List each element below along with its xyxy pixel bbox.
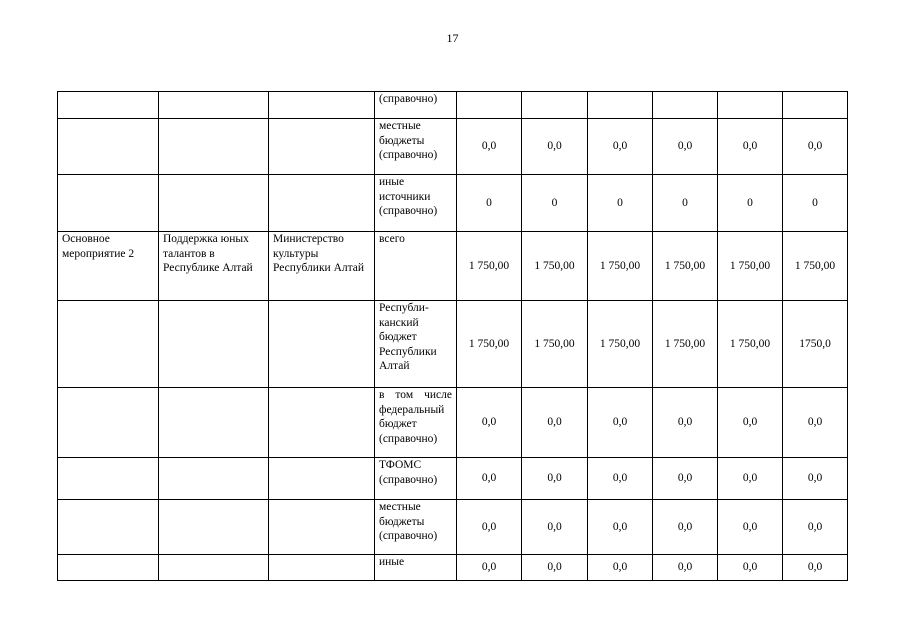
value-cell-year-5 [718,92,783,119]
title-cell [159,92,269,119]
value-cell-year-4: 1 750,00 [653,232,718,301]
value-cell-year-5: 0,0 [718,458,783,500]
value-cell-year-5: 1 750,00 [718,301,783,388]
activity-cell [58,388,159,458]
activity-cell [58,92,159,119]
page-number: 17 [446,31,459,45]
budget-table [57,91,848,581]
funding-source-cell [375,458,457,500]
table-row [58,388,848,458]
value-cell-year-2: 0,0 [522,458,588,500]
funding-source-line: иные [379,176,405,188]
funding-source-line: (справочно) [379,530,438,542]
title-cell [159,388,269,458]
funding-source-cell [375,119,457,175]
executor-cell [269,175,375,232]
table-row [58,232,848,301]
value-cell-year-4: 0,0 [653,388,718,458]
activity-cell [58,458,159,500]
funding-source-line: всего [379,233,405,245]
funding-source-line: бюджеты [379,515,425,528]
value-cell-year-1: 0,0 [457,555,522,581]
value-cell-year-1: 0 [457,175,522,232]
funding-source-line: Алтай [379,360,410,372]
table-row [58,175,848,232]
value-cell-year-1: 0,0 [457,458,522,500]
funding-source-cell [375,500,457,555]
table-row [58,301,848,388]
title-cell: Поддержка юных талантов в Республике Алтай [159,232,269,301]
value-cell-year-3: 0 [588,175,653,232]
table-body [58,92,848,581]
executor-cell [269,301,375,388]
funding-source-cell [375,555,457,581]
executor-cell [269,555,375,581]
value-cell-year-2: 0,0 [522,500,588,555]
funding-source-line: (справочно) [379,205,438,217]
value-cell-year-6: 0 [783,175,848,232]
executor-cell [269,458,375,500]
value-cell-year-1: 0,0 [457,500,522,555]
value-cell-year-3: 1 750,00 [588,232,653,301]
executor-cell [269,388,375,458]
table-row [58,119,848,175]
title-cell [159,301,269,388]
funding-source-line: ТФОМС [379,459,422,471]
funding-source-line: местные [379,501,421,513]
funding-source-cell [375,388,457,458]
value-cell-year-2: 1 750,00 [522,232,588,301]
value-cell-year-3: 1 750,00 [588,301,653,388]
table-row [58,500,848,555]
value-cell-year-6: 0,0 [783,555,848,581]
funding-source-line: федеральный [379,403,445,416]
title-cell [159,500,269,555]
funding-source-line: бюджеты [379,134,425,147]
funding-source-line: источники [379,190,431,203]
value-cell-year-3: 0,0 [588,500,653,555]
value-cell-year-1: 1 750,00 [457,232,522,301]
value-cell-year-4: 1 750,00 [653,301,718,388]
value-cell-year-5: 1 750,00 [718,232,783,301]
value-cell-year-2: 0 [522,175,588,232]
activity-cell: Основное мероприятие 2 [58,232,159,301]
value-cell-year-4: 0,0 [653,119,718,175]
funding-source-line: канский [379,316,419,329]
value-cell-year-1 [457,92,522,119]
value-cell-year-1: 1 750,00 [457,301,522,388]
value-cell-year-6 [783,92,848,119]
value-cell-year-6: 0,0 [783,119,848,175]
value-cell-year-2: 0,0 [522,119,588,175]
executor-cell [269,119,375,175]
value-cell-year-5: 0,0 [718,555,783,581]
executor-cell: Министерство культуры Республики Алтай [269,232,375,301]
value-cell-year-5: 0 [718,175,783,232]
funding-source-line: в том числе [379,389,452,401]
funding-source-line: (справочно) [379,473,438,486]
title-cell [159,175,269,232]
table-row [58,458,848,500]
value-cell-year-1: 0,0 [457,388,522,458]
value-cell-year-2: 1 750,00 [522,301,588,388]
value-cell-year-3: 0,0 [588,555,653,581]
funding-source-line: местные [379,120,421,132]
executor-cell [269,92,375,119]
activity-cell [58,119,159,175]
value-cell-year-2: 0,0 [522,555,588,581]
funding-source-line: иные [379,556,405,568]
value-cell-year-4: 0,0 [653,458,718,500]
value-cell-year-2: 0,0 [522,388,588,458]
title-cell [159,458,269,500]
title-cell [159,555,269,581]
activity-cell [58,175,159,232]
value-cell-year-3: 0,0 [588,458,653,500]
activity-cell [58,301,159,388]
funding-source-cell [375,92,457,119]
funding-source-line: (справочно) [379,149,438,161]
activity-cell [58,500,159,555]
value-cell-year-6: 0,0 [783,388,848,458]
table-row [58,92,848,119]
value-cell-year-5: 0,0 [718,388,783,458]
funding-source-cell [375,232,457,301]
value-cell-year-6: 0,0 [783,458,848,500]
funding-source-cell [375,175,457,232]
value-cell-year-1: 0,0 [457,119,522,175]
table-row [58,555,848,581]
value-cell-year-4: 0 [653,175,718,232]
value-cell-year-3: 0,0 [588,119,653,175]
value-cell-year-6: 0,0 [783,500,848,555]
funding-source-line: Республи- [379,302,429,314]
value-cell-year-3 [588,92,653,119]
executor-cell [269,500,375,555]
value-cell-year-6: 1 750,00 [783,232,848,301]
title-cell [159,119,269,175]
activity-cell [58,555,159,581]
funding-source-line: (справочно) [379,432,438,445]
value-cell-year-4: 0,0 [653,500,718,555]
value-cell-year-5: 0,0 [718,500,783,555]
funding-source-cell [375,301,457,388]
value-cell-year-4 [653,92,718,119]
value-cell-year-3: 0,0 [588,388,653,458]
value-cell-year-2 [522,92,588,119]
funding-source-line: бюджет [379,331,417,343]
value-cell-year-5: 0,0 [718,119,783,175]
funding-source-line: (справочно) [379,93,438,105]
funding-source-line: бюджет [379,418,417,430]
funding-source-line: Республики [379,345,437,358]
value-cell-year-4: 0,0 [653,555,718,581]
value-cell-year-6: 1750,0 [783,301,848,388]
